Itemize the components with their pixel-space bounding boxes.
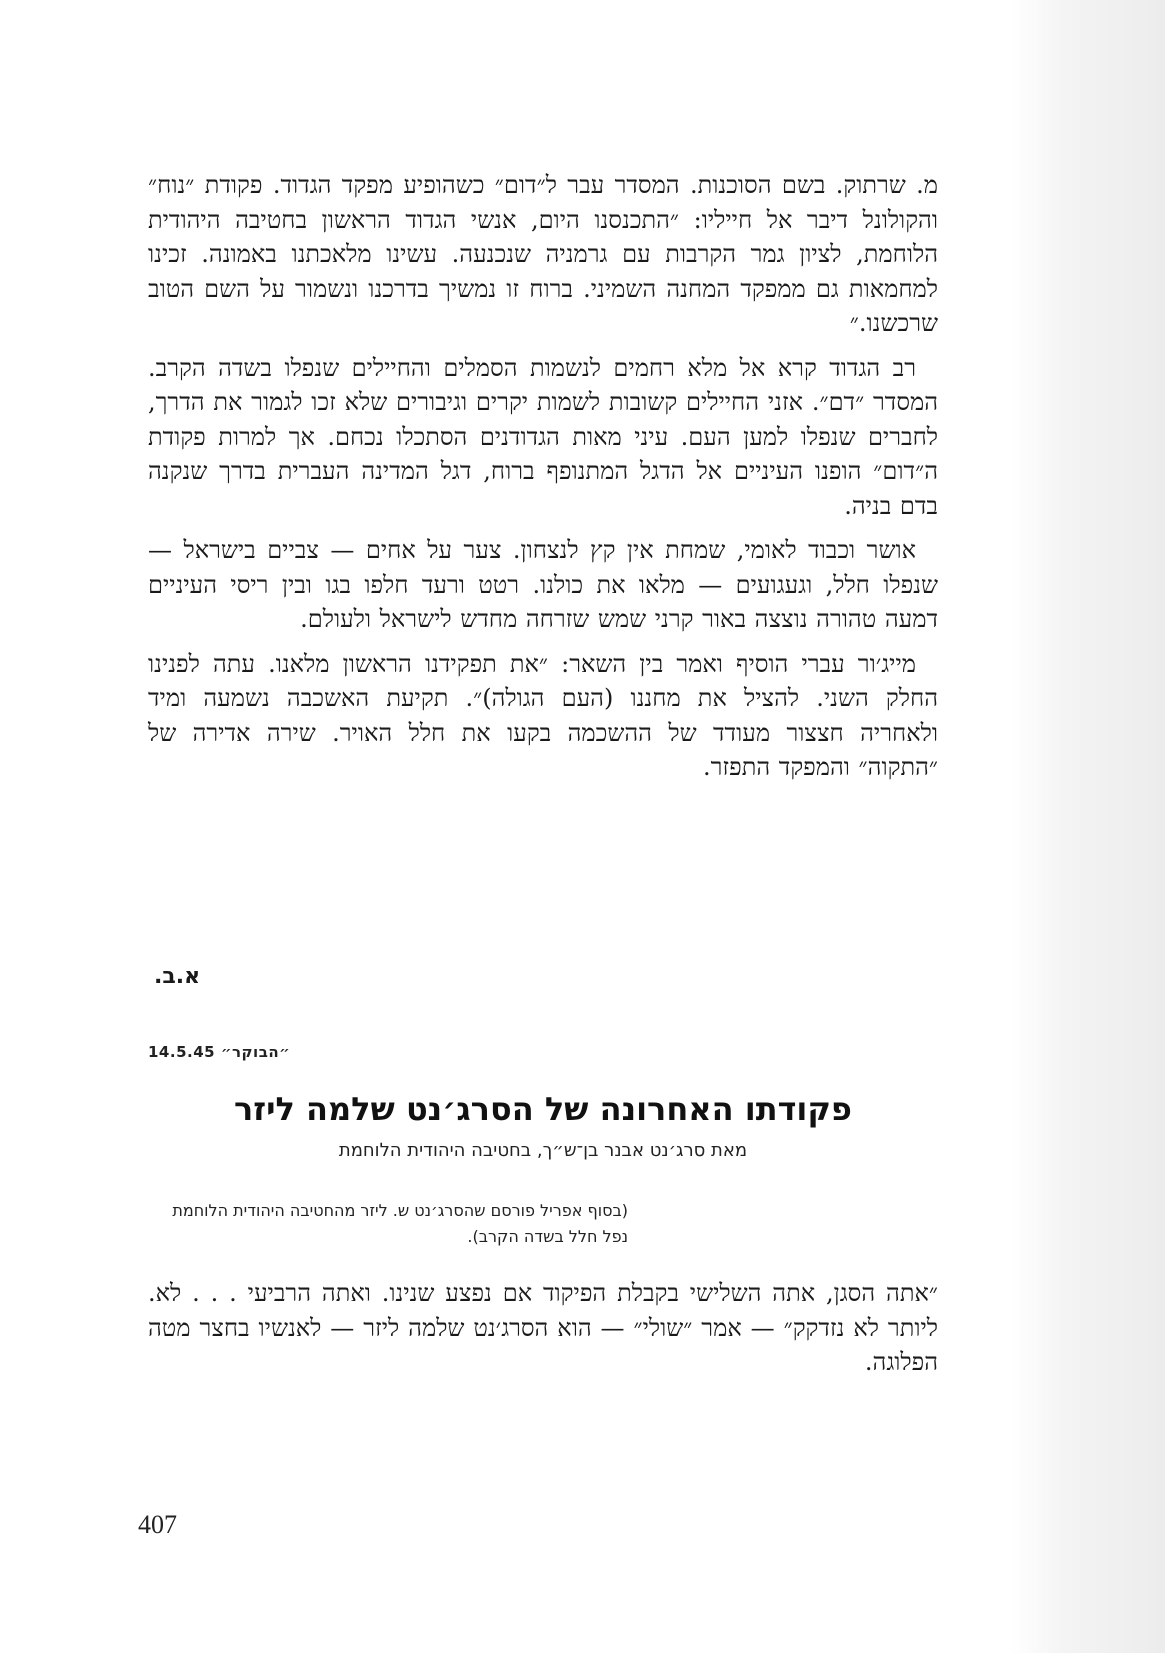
newspaper-source: ״הבוקר״ 14.5.45	[148, 1043, 291, 1061]
paragraph-2: רב הגדוד קרא אל מלא רחמים לנשמות הסמלים והחיילים שנפלו בשדה הקרב. המסדר ״דם״. אזני החיילים קשובות לשמות יקרים וגיבורים שלא זכו לגמור את הדרך, לחברים שנפלו למען העם. עיני מאות הגדודנים הסתכלו נכחם. אך למרות פקודת ה״דום״ הופנו העיניים אל הדגל המתנופף ברוח, דגל המדינה העברית בדרך שנקנה בדם בניה.	[148, 353, 938, 520]
page-edge-shadow	[1010, 0, 1165, 1653]
editor-note	[148, 1198, 938, 1250]
article-byline: מאת סרג׳נט אבנר בן־ש״ך, בחטיבה היהודית הלוחמת	[338, 1140, 748, 1161]
paragraph-4: מייג׳ור עברי הוסיף ואמר בין השאר: ״את תפקידנו הראשון מלאנו. עתה לפנינו החלק השני. להציל את מחננו (העם הגולה)״. תקיעת האשכבה נשמעה ומיד ולאחריה חצצור מעודד של ההשכמה בקעו את חלל האויר. שירה אדירה של ״התקוה״ והמפקד התפזר.	[148, 649, 939, 781]
editor-note-text: (בסוף אפריל פורסם שהסרג׳נט ש. ליזר מהחטיבה היהודית הלוחמת נפל חלל בשדה הקרב).	[172, 1201, 628, 1246]
author-initials: א.ב.	[154, 964, 201, 989]
paragraph-3: אושר וכבוד לאומי, שמחת אין קץ לנצחון. צער על אחים — צביים בישראל — שנפלו חלל, וגעגועים — מלאו את כולנו. רטט ורעד חלפו בגו ובין ריסי העיניים דמעה טהורה נוצצה באור קרני שמש שזרחה מחדש לישראל ולעולם.	[148, 536, 938, 633]
article-title: פקודתו האחרונה של הסרג׳נט שלמה ליזר	[234, 1090, 852, 1128]
page-number: 407	[138, 1510, 177, 1539]
page-content	[148, 168, 939, 1376]
article-body	[148, 1276, 938, 1390]
paragraph-1: מ. שרתוק. בשם הסוכנות. המסדר עבר ל״דום״ כשהופיע מפקד הגדוד. פקודת ״נוח״ והקולונל דיבר אל חייליו: ״התכנסנו היום, אנשי הגדוד הראשון בחטיבה היהודית הלוחמת, לציון גמר הקרבות עם גרמניה שנכנעה. עשינו מלאכתנו באמונה. זכינו למחמאות גם ממפקד המחנה השמיני. ברוח זו נמשיך בדרכנו ונשמור על השם הטוב שרכשנו.״	[148, 171, 939, 337]
article-opening-paragraph: ״אתה הסגן, אתה השלישי בקבלת הפיקוד אם נפצע שנינו. ואתה הרביעי . . . לא. ליותר לא נזדקק״ — אמר ״שולי״ — הוא הסרג׳נט שלמה ליזר — לאנשיו בחצר מטה הפלוגה.	[148, 1279, 939, 1376]
